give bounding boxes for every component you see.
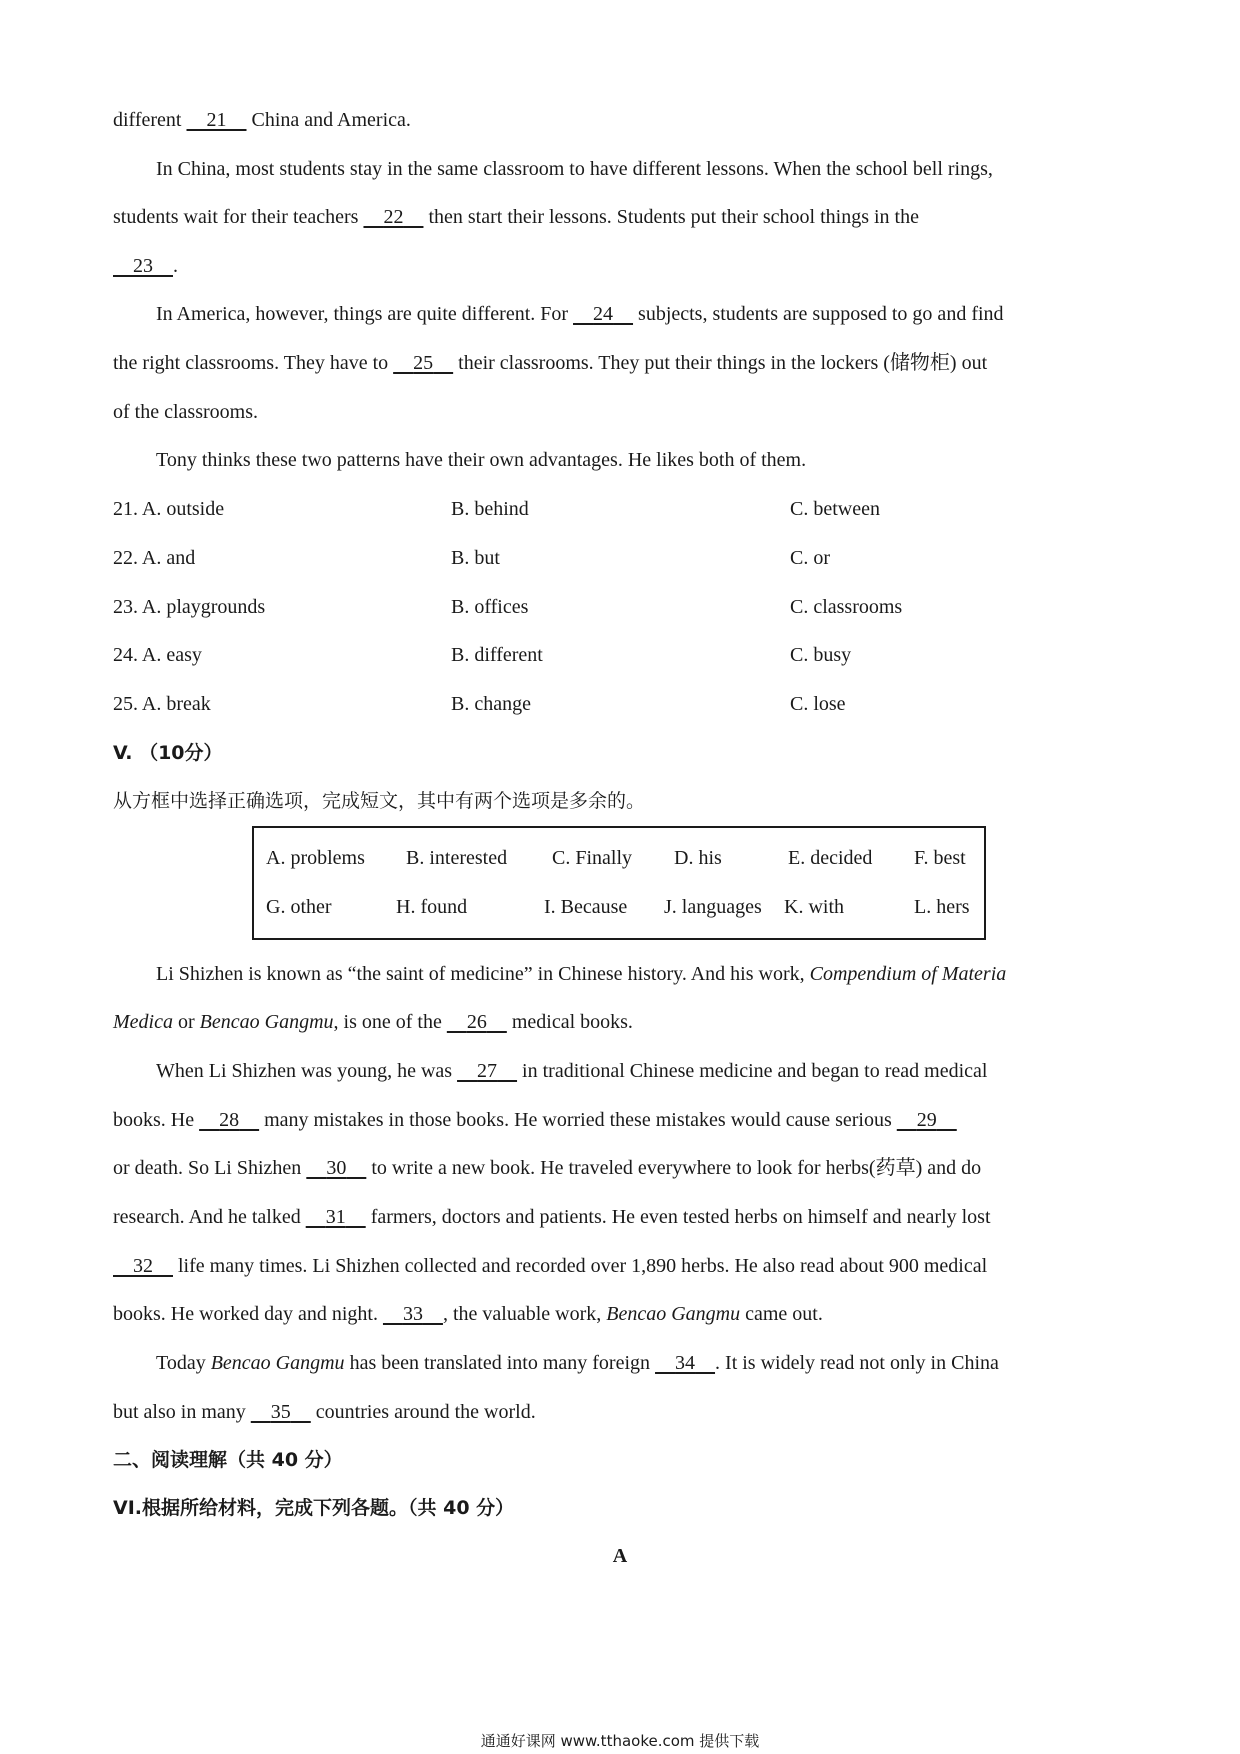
passage-line	[156, 302, 1004, 326]
book-title: Medica	[113, 1011, 173, 1033]
text: then start their lessons. Students put their school things in the	[423, 206, 919, 228]
section-heading: 二、阅读理解（共 40 分）	[113, 1449, 343, 1471]
book-title: Bencao Gangmu	[606, 1303, 741, 1325]
option-b: B. different	[451, 644, 543, 666]
blank-32: 32	[133, 1255, 153, 1277]
blank-27: 27	[477, 1060, 498, 1082]
text: China and America.	[246, 109, 411, 131]
text: the right classrooms. They have to	[113, 352, 394, 374]
passage-line	[113, 1400, 536, 1424]
text: but also in many	[113, 1401, 251, 1423]
option-a: 22. A. and	[113, 547, 196, 569]
section-subheading: VI.根据所给材料，完成下列各题。（共 40 分）	[113, 1497, 515, 1519]
text: in traditional Chinese medicine and began to read medical	[517, 1060, 988, 1082]
passage-line	[113, 1205, 991, 1229]
word-option: L. hers	[914, 896, 970, 918]
blank-21: 21	[206, 109, 227, 131]
word-option: F. best	[914, 847, 966, 869]
blank-31: 31	[325, 1206, 346, 1228]
passage-line	[113, 351, 987, 375]
book-title: Bencao Gangmu	[199, 1011, 334, 1033]
passage-line	[156, 962, 1006, 986]
passage-line	[113, 1254, 987, 1278]
book-title: Bencao Gangmu	[210, 1352, 345, 1374]
text: , is one of the	[333, 1011, 447, 1033]
word-option: I. Because	[544, 896, 628, 918]
text: different	[113, 109, 187, 131]
passage-line: In China, most students stay in the same classroom to have different lessons. When the school bell rings,	[156, 158, 993, 180]
passage-line: of the classrooms.	[113, 401, 258, 423]
text: When Li Shizhen was young, he was	[156, 1060, 458, 1082]
blank-34: 34	[675, 1352, 696, 1374]
passage-line	[156, 1351, 999, 1375]
option-c: C. classrooms	[790, 596, 903, 618]
word-option: B. interested	[406, 847, 508, 869]
text: their classrooms. They put their things in the lockers (储物柜) out	[453, 352, 988, 374]
passage-line	[113, 1108, 957, 1132]
text: countries around the world.	[310, 1401, 536, 1423]
text: In America, however, things are quite different. For	[156, 303, 574, 325]
text: Today	[156, 1352, 211, 1374]
text: . It is widely read not only in China	[715, 1352, 999, 1374]
option-a: 24. A. easy	[113, 644, 202, 666]
blank-24: 24	[593, 303, 614, 325]
option-a: 21. A. outside	[113, 498, 225, 520]
passage-line	[113, 1156, 981, 1180]
blank-29: 29	[916, 1109, 937, 1131]
word-option: J. languages	[664, 896, 762, 918]
text: farmers, doctors and patients. He even tested herbs on himself and nearly lost	[365, 1206, 991, 1228]
section-instruction: 从方框中选择正确选项，完成短文，其中有两个选项是多余的。	[113, 790, 646, 812]
option-c: C. or	[790, 547, 830, 569]
option-c: C. busy	[790, 644, 852, 666]
passage-line	[113, 108, 411, 132]
word-option: K. with	[784, 896, 844, 918]
passage-line	[113, 1010, 633, 1034]
text: or	[172, 1011, 200, 1033]
word-bank-box	[252, 826, 986, 940]
option-c: C. lose	[790, 693, 846, 715]
text: students wait for their teachers	[113, 206, 364, 228]
text: research. And he talked	[113, 1206, 306, 1228]
option-b: B. but	[451, 547, 500, 569]
text: many mistakes in those books. He worried these mistakes would cause serious	[259, 1109, 897, 1131]
text: has been translated into many foreign	[344, 1352, 656, 1374]
blank-25: 25	[413, 352, 434, 374]
text: .	[173, 255, 178, 277]
option-c: C. between	[790, 498, 880, 520]
passage-line: Tony thinks these two patterns have their own advantages. He likes both of them.	[156, 449, 807, 471]
blank-28: 28	[219, 1109, 240, 1131]
word-option: C. Finally	[552, 847, 633, 869]
text: life many times. Li Shizhen collected and recorded over 1,890 herbs. He also read about 900 medical	[173, 1255, 988, 1277]
option-b: B. change	[451, 693, 531, 715]
passage-line	[113, 205, 919, 229]
section-heading: V. （10分）	[113, 742, 223, 764]
text: , the valuable work,	[442, 1303, 607, 1325]
text: medical books.	[506, 1011, 633, 1033]
word-option: D. his	[674, 847, 722, 869]
option-b: B. offices	[451, 596, 529, 618]
text: Li Shizhen is known as “the saint of medicine” in Chinese history. And his work,	[156, 963, 810, 985]
text: books. He worked day and night.	[113, 1303, 383, 1325]
text: subjects, students are supposed to go and find	[633, 303, 1004, 325]
book-title: Compendium of Materia	[809, 963, 1007, 985]
footer-watermark: 通通好课网 www.tthaoke.com 提供下载	[480, 1732, 760, 1750]
option-a: 23. A. playgrounds	[113, 596, 266, 618]
word-option: E. decided	[788, 847, 873, 869]
word-option: H. found	[396, 896, 468, 918]
text: books. He	[113, 1109, 200, 1131]
passage-line	[156, 1059, 987, 1083]
blank-33: 33	[402, 1303, 423, 1325]
text: to write a new book. He traveled everywhere to look for herbs(药草) and do	[366, 1157, 982, 1179]
blank-26: 26	[466, 1011, 487, 1033]
option-b: B. behind	[451, 498, 529, 520]
passage-letter: A	[612, 1545, 628, 1567]
passage-line	[113, 1302, 823, 1326]
text: or death. So Li Shizhen	[113, 1157, 307, 1179]
word-option: A. problems	[266, 847, 365, 869]
blank-35: 35	[270, 1401, 291, 1423]
blank-30: 30	[326, 1157, 347, 1179]
passage-line	[113, 254, 178, 278]
word-option: G. other	[266, 896, 332, 918]
text: came out.	[740, 1303, 823, 1325]
blank-22: 22	[383, 206, 404, 228]
option-a: 25. A. break	[113, 693, 211, 715]
blank-23: 23	[133, 255, 153, 277]
